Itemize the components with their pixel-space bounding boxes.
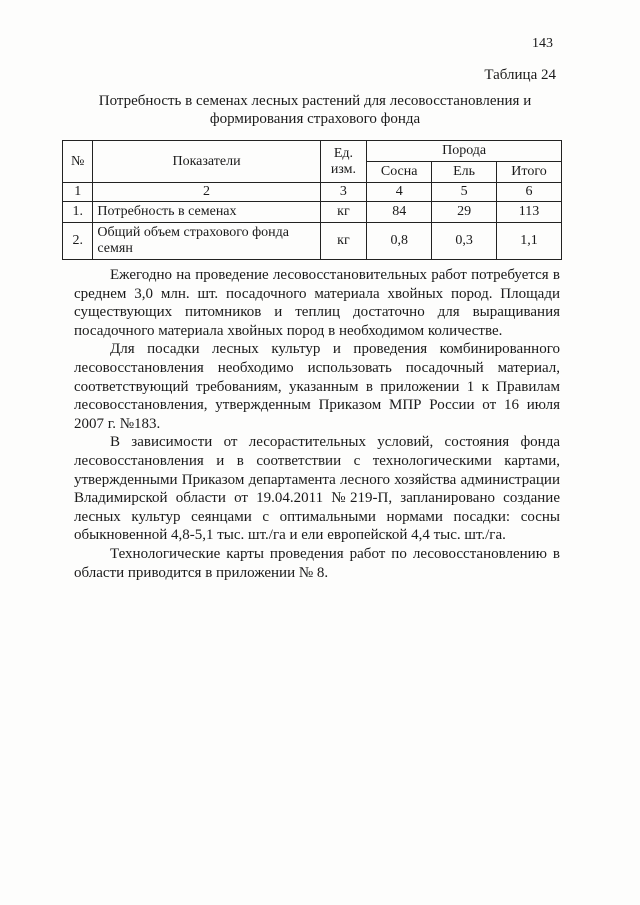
paragraph: Для посадки лесных культур и проведения комбинированного лесовосстановления необходимо использовать посадочный материал, соответствующий требованиям, указанным в приложении 1 к Правилам лесовосстановления, утвержденным Приказом МПР России от 16 июля 2007 г. №183. (74, 341, 560, 432)
table-cell: Потребность в семенах (93, 202, 320, 223)
table-cell: Общий объем страхового фонда семян (93, 223, 320, 260)
paragraph: Ежегодно на проведение лесовосстановительных работ потребуется в среднем 3,0 млн. шт. посадочного материала хвойных пород. Площади существующих питомников и теплиц достаточно для выращивания посадочного материала хвойных пород в необходимом количестве. (74, 267, 560, 339)
table-cell: кг (320, 223, 367, 260)
table-header-row (63, 141, 562, 162)
header-pine: Сосна (367, 162, 432, 183)
table-cell: 4 (367, 183, 432, 202)
paragraph: Технологические карты проведения работ по лесовосстановлению в области приводится в приложении № 8. (74, 545, 560, 581)
table-label: Таблица 24 (484, 67, 556, 83)
header-spruce: Ель (432, 162, 497, 183)
table-cell: 0,3 (432, 223, 497, 260)
header-total: Итого (497, 162, 562, 183)
table-caption: Потребность в семенах лесных растений для лесовосстановления и формирования страхового фонда (98, 93, 532, 127)
table-row (63, 202, 562, 223)
header-unit: Ед. изм. (320, 141, 367, 183)
table-cell: 2. (63, 223, 93, 260)
header-breed: Порода (367, 141, 562, 162)
paragraph: В зависимости от лесорастительных условий, состояния фонда лесовосстановления и в соответствии с технологическими картами, утвержденными Приказом департамента лесного хозяйства администрации Владимирской области от 19.04.2011 №219-П, запланировано создание лесных культур сеянцами с оптимальными нормами посадки: сосны обыкновенной 4,8-5,1 тыс. шт./га и ели европейской 4,4 тыс. шт./га. (74, 434, 560, 544)
table-cell: 1,1 (497, 223, 562, 260)
table-cell: 29 (432, 202, 497, 223)
table-cell: 6 (497, 183, 562, 202)
table-cell: 5 (432, 183, 497, 202)
header-no: № (63, 141, 93, 183)
table-cell: 84 (367, 202, 432, 223)
table-row (63, 223, 562, 260)
seed-demand-table (62, 140, 562, 260)
table-cell: 113 (497, 202, 562, 223)
table-cell: 3 (320, 183, 367, 202)
page-number: 143 (532, 36, 553, 51)
table-cell: 1 (63, 183, 93, 202)
table-cell: 1. (63, 202, 93, 223)
table-cell: 0,8 (367, 223, 432, 260)
header-indicator: Показатели (93, 141, 320, 183)
table-cell: 2 (93, 183, 320, 202)
table-cell: кг (320, 202, 367, 223)
table-numbering-row (63, 183, 562, 202)
body-text (74, 266, 560, 582)
